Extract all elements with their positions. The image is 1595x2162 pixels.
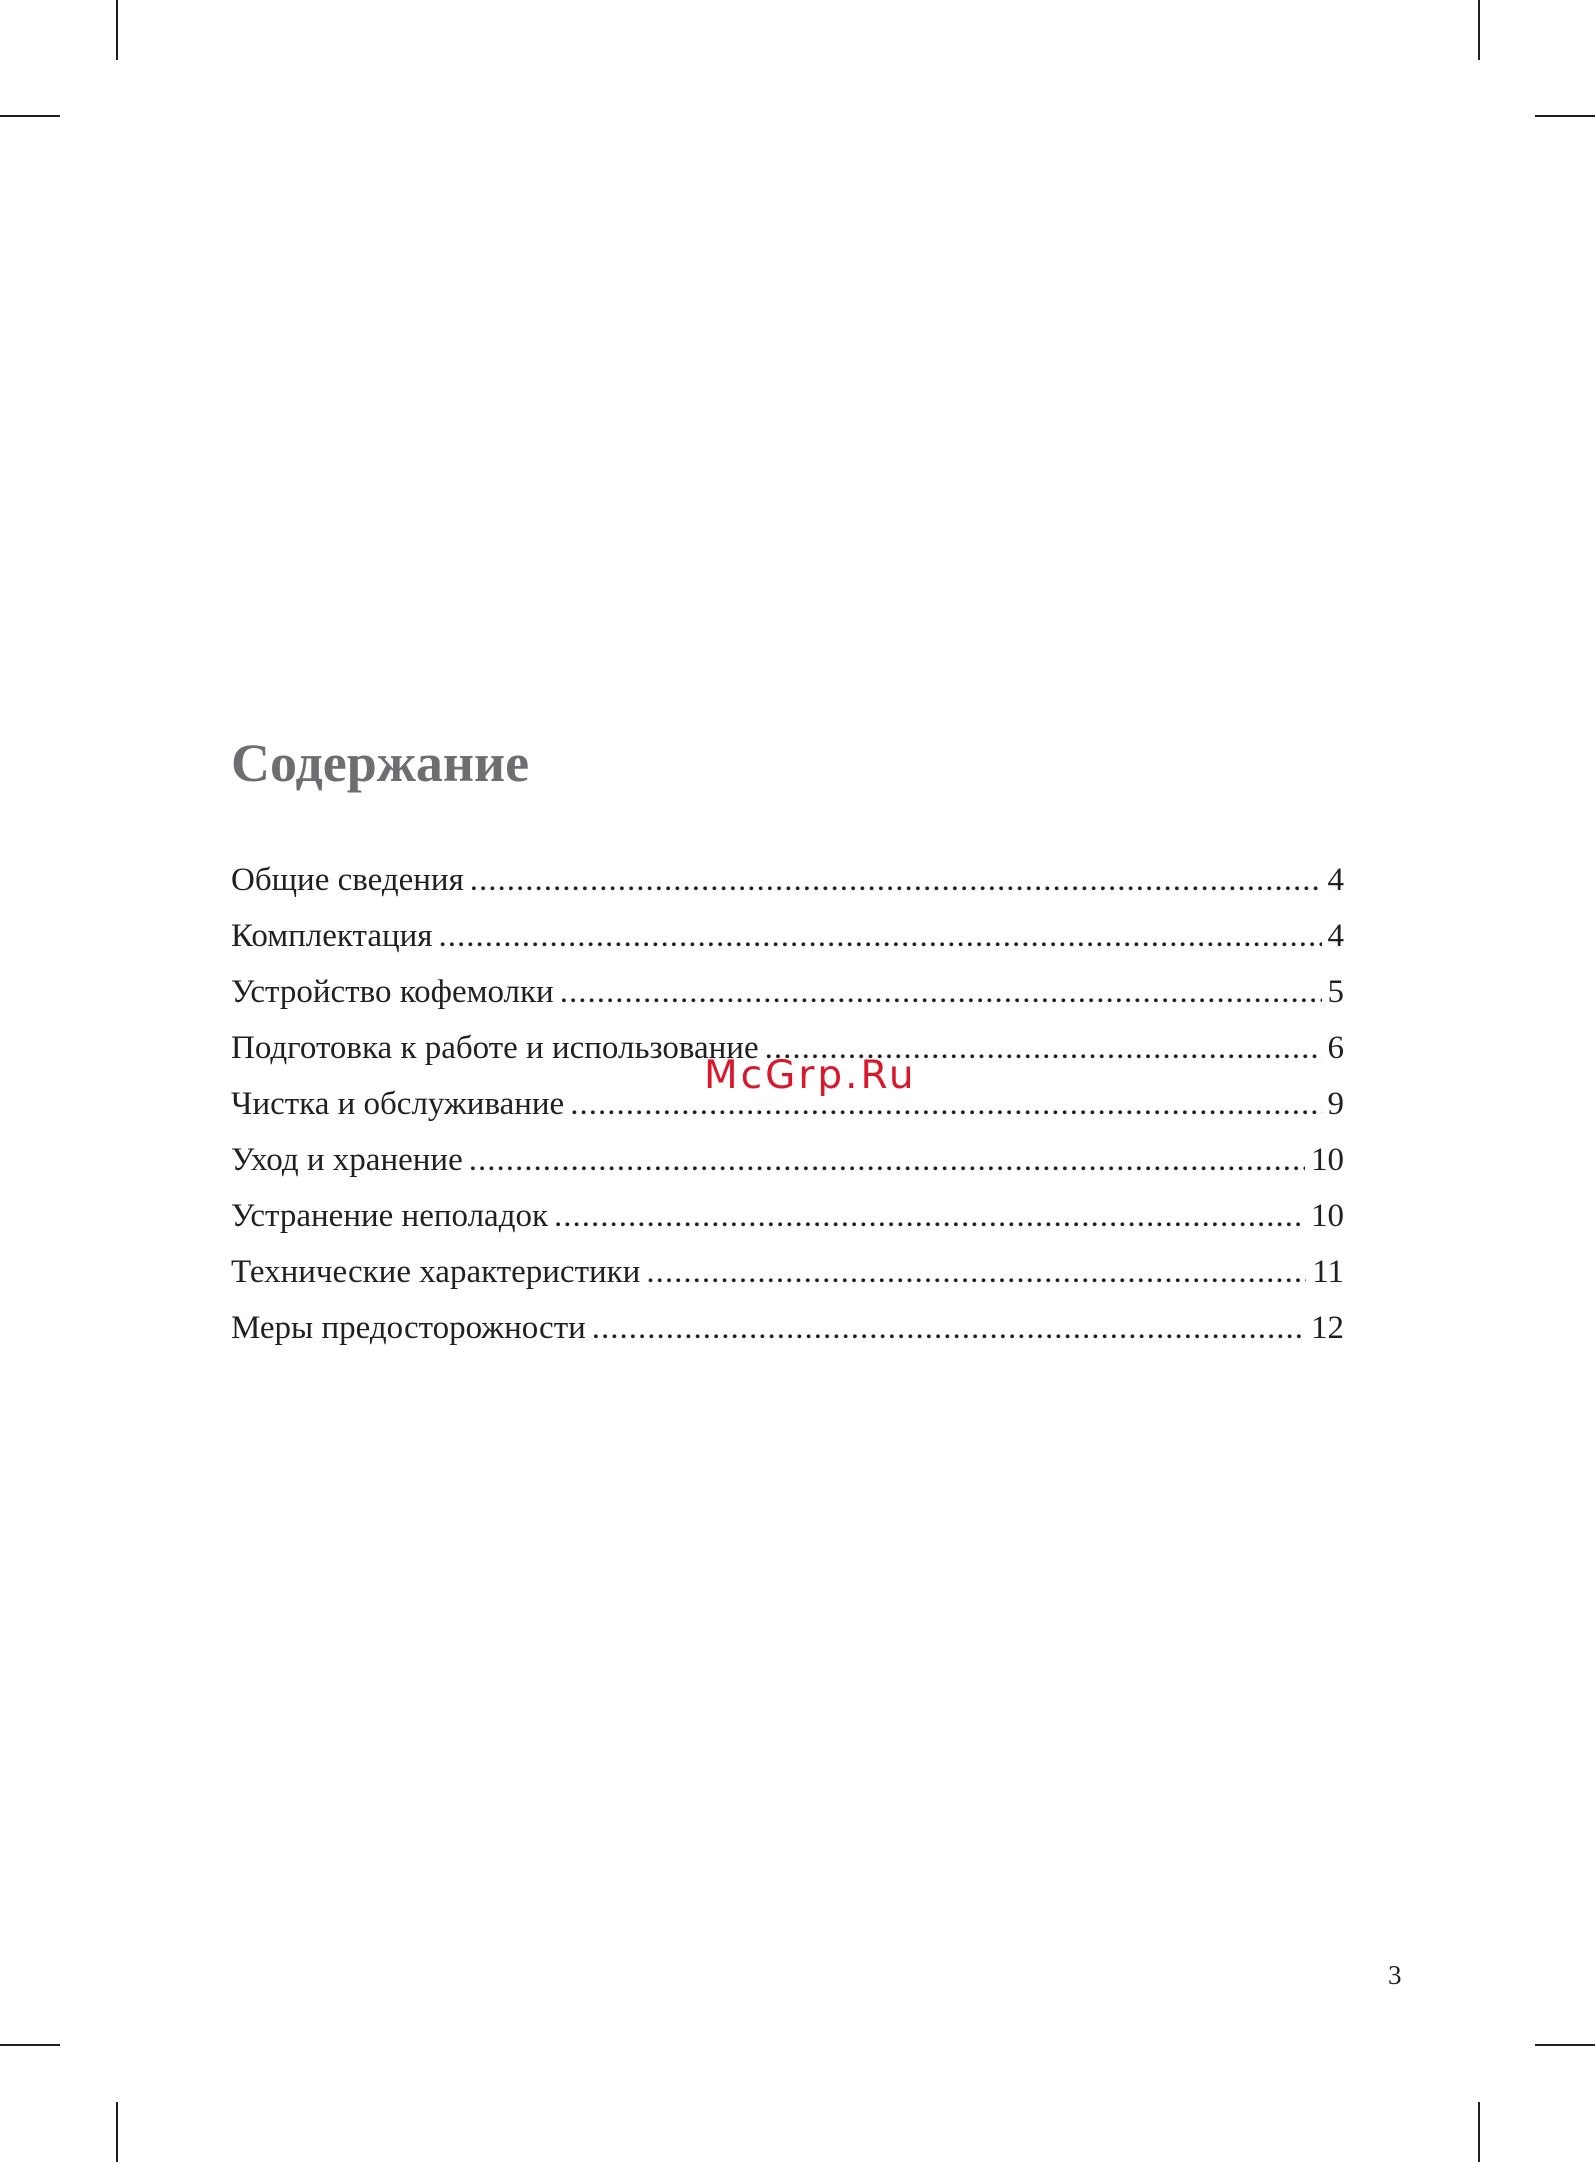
toc-entry-label: Меры предосторожности: [231, 1310, 586, 1346]
toc-entry-page: 11: [1312, 1254, 1344, 1290]
toc-entry-label: Уход и хранение: [231, 1142, 463, 1178]
toc-entry-page: 10: [1311, 1142, 1344, 1178]
toc-entry[interactable]: [231, 1300, 1344, 1356]
toc-entry[interactable]: [231, 908, 1344, 964]
toc-entry-page: 4: [1327, 918, 1344, 954]
toc-entry-label: Устранение неполадок: [231, 1198, 549, 1234]
crop-mark-bottom-right-vertical: [1478, 2102, 1480, 2162]
toc-dot-leader: [646, 1244, 1306, 1300]
page-number: 3: [1388, 1960, 1402, 1990]
toc-entry-page: 5: [1327, 974, 1344, 1010]
toc-entry[interactable]: [231, 1244, 1344, 1300]
crop-mark-top-left-horizontal: [0, 115, 60, 117]
toc-entry-label: Комплектация: [231, 918, 433, 954]
toc-entry-page: 12: [1311, 1310, 1344, 1346]
crop-mark-bottom-left-horizontal: [0, 2044, 60, 2046]
toc-entry[interactable]: [231, 1188, 1344, 1244]
toc-dot-leader: [470, 852, 1322, 908]
toc-entry-label: Чистка и обслуживание: [231, 1086, 565, 1122]
toc-entry-page: 10: [1311, 1198, 1344, 1234]
toc-entry-label: Устройство кофемолки: [231, 974, 554, 1010]
toc-dot-leader: [469, 1132, 1305, 1188]
crop-mark-top-right-horizontal: [1535, 115, 1595, 117]
toc-entry-label: Общие сведения: [231, 862, 464, 898]
toc-entry[interactable]: [231, 964, 1344, 1020]
toc-list: [231, 852, 1344, 1356]
toc-entry-label: Технические характеристики: [231, 1254, 641, 1290]
toc-dot-leader: [554, 1188, 1305, 1244]
toc-entry[interactable]: [231, 852, 1344, 908]
toc-dot-leader: [592, 1300, 1305, 1356]
toc-entry-page: 4: [1327, 862, 1344, 898]
toc-entry-page: 6: [1327, 1030, 1344, 1066]
toc-dot-leader: [560, 964, 1322, 1020]
toc-dot-leader: [570, 1076, 1321, 1132]
crop-mark-bottom-left-vertical: [116, 2102, 118, 2162]
watermark: McGrp.Ru: [704, 1053, 917, 1098]
toc-dot-leader: [438, 908, 1321, 964]
crop-mark-bottom-right-horizontal: [1535, 2044, 1595, 2046]
toc-entry-label: Подготовка к работе и использование: [231, 1030, 759, 1066]
toc-title: Содержание: [231, 733, 530, 793]
toc-entry-page: 9: [1327, 1086, 1344, 1122]
crop-mark-top-right-vertical: [1478, 0, 1480, 60]
toc-entry[interactable]: [231, 1132, 1344, 1188]
crop-mark-top-left-vertical: [116, 0, 118, 60]
